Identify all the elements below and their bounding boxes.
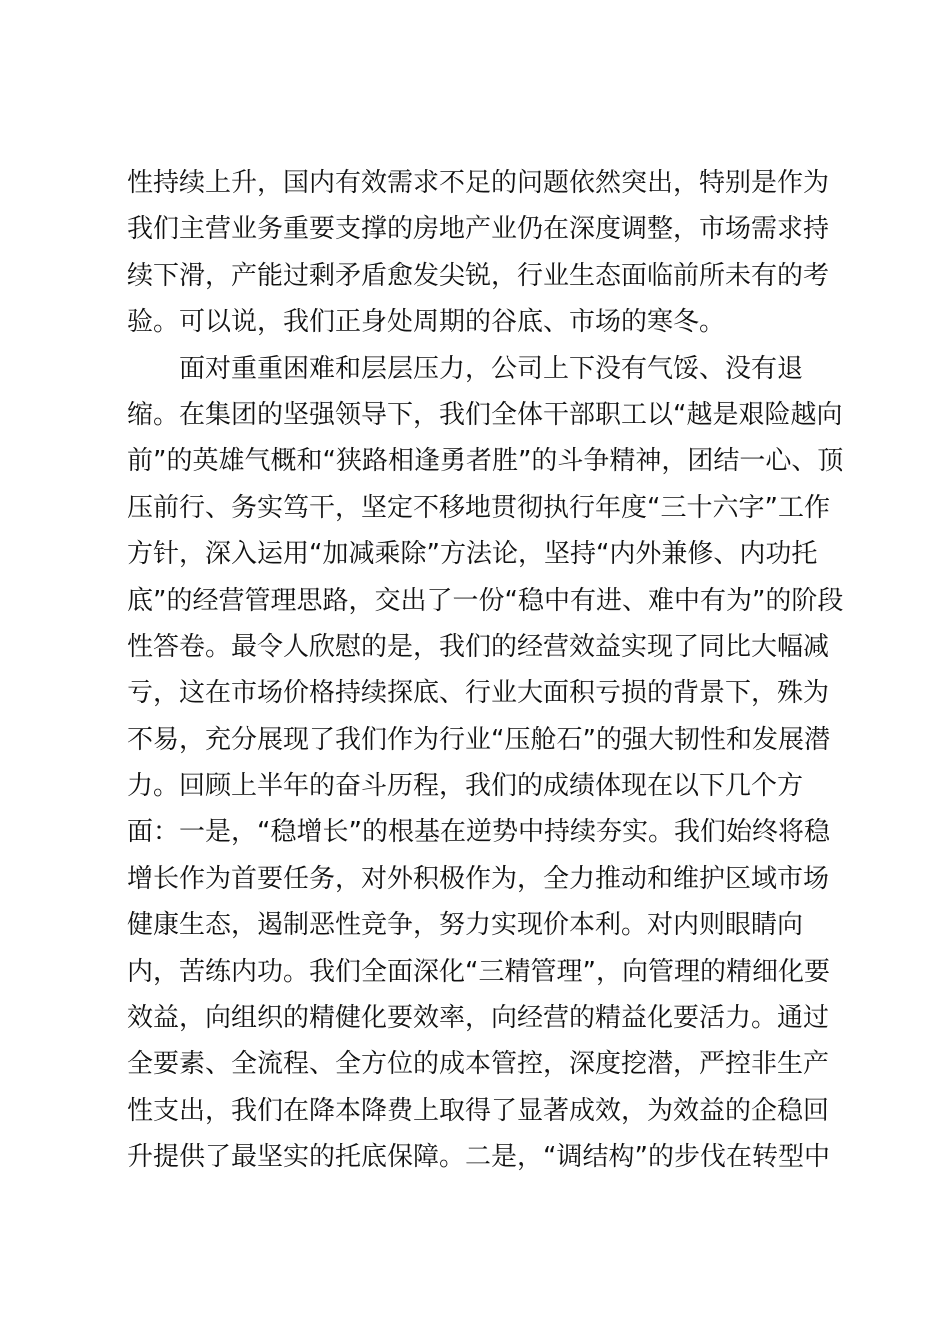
text-line: 方针，深入运用“加减乘除”方法论，坚持“内外兼修、内功托 <box>127 539 818 570</box>
text-line: 亏，这在市场价格持续探底、行业大面积亏损的背景下，殊为 <box>127 678 830 709</box>
text-line: 压前行、务实笃干，坚定不移地贯彻执行年度“三十六字”工作 <box>127 492 830 523</box>
text-line: 前”的英雄气概和“狭路相逢勇者胜”的斗争精神，团结一心、顶 <box>127 446 844 477</box>
text-line: 效益，向组织的精健化要效率，向经营的精益化要活力。通过 <box>127 1003 830 1034</box>
text-line: 底”的经营管理思路，交出了一份“稳中有进、难中有为”的阶段 <box>127 585 844 616</box>
text-line: 不易，充分展现了我们作为行业“压舱石”的强大韧性和发展潜 <box>127 724 830 755</box>
text-line: 缩。在集团的坚强领导下，我们全体干部职工以“越是艰险越向 <box>127 399 843 430</box>
text-line: 面：一是，“稳增长”的根基在逆势中持续夯实。我们始终将稳 <box>127 817 830 848</box>
body-text <box>127 160 844 1181</box>
paragraph-start-line: 面对重重困难和层层压力，公司上下没有气馁、没有退 <box>179 353 804 384</box>
text-line: 全要素、全流程、全方位的成本管控，深度挖潜，严控非生产 <box>127 1049 830 1080</box>
text-line: 性答卷。最令人欣慰的是，我们的经营效益实现了同比大幅减 <box>127 631 830 662</box>
text-line: 升提供了最坚实的托底保障。二是，“调结构”的步伐在转型中 <box>127 1142 830 1173</box>
text-line: 性支出，我们在降本降费上取得了显著成效，为效益的企稳回 <box>127 1095 830 1126</box>
text-line: 性持续上升，国内有效需求不足的问题依然突出，特别是作为 <box>127 168 830 198</box>
text-line: 我们主营业务重要支撑的房地产业仍在深度调整，市场需求持 <box>127 214 830 245</box>
text-line: 验。可以说，我们正身处周期的谷底、市场的寒冬。 <box>127 307 726 338</box>
text-line: 内，苦练内功。我们全面深化“三精管理”，向管理的精细化要 <box>127 956 830 987</box>
text-line: 续下滑，产能过剩矛盾愈发尖锐，行业生态面临前所未有的考 <box>127 260 830 291</box>
text-line: 增长作为首要任务，对外积极作为，全力推动和维护区域市场 <box>127 863 830 894</box>
text-line: 力。回顾上半年的奋斗历程，我们的成绩体现在以下几个方 <box>127 771 804 802</box>
text-line: 健康生态，遏制恶性竞争，努力实现价本利。对内则眼睛向 <box>127 910 804 941</box>
